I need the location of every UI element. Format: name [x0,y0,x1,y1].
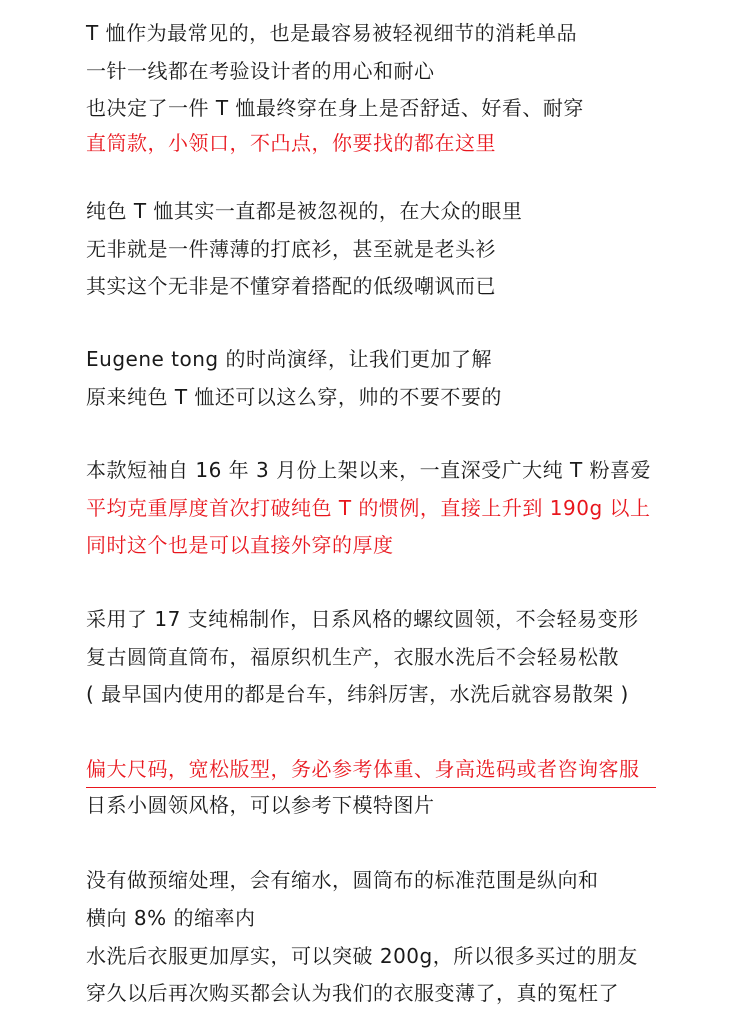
description-line: 没有做预缩处理，会有缩水，圆筒布的标准范围是纵向和 [86,868,599,892]
description-line: 一针一线都在考验设计者的用心和耐心 [86,59,435,83]
description-line: 无非就是一件薄薄的打底衫，甚至就是老头衫 [86,237,496,261]
description-line: 横向 8% 的缩率内 [86,906,256,930]
description-line: 复古圆筒直筒布，福原织机生产，衣服水洗后不会轻易松散 [86,645,619,669]
highlight-line: 同时这个也是可以直接外穿的厚度 [86,533,394,557]
highlight-line: 平均克重厚度首次打破纯色 T 的惯例，直接上升到 190g 以上 [86,496,651,520]
description-line: 也决定了一件 T 恤最终穿在身上是否舒适、好看、耐穿 [86,96,584,120]
highlight-line: 偏大尺码，宽松版型，务必参考体重、身高选码或者咨询客服 [86,757,640,781]
description-line: 纯色 T 恤其实一直都是被忽视的，在大众的眼里 [86,199,523,223]
description-line: 原来纯色 T 恤还可以这么穿，帅的不要不要的 [86,385,502,409]
description-line: ( 最早国内使用的都是台车，纬斜厉害，水洗后就容易散架 ) [86,682,629,706]
description-line: 采用了 17 支纯棉制作，日系风格的螺纹圆领，不会轻易变形 [86,607,639,631]
description-line: 本款短袖自 16 年 3 月份上架以来，一直深受广大纯 T 粉喜爱 [86,458,652,482]
description-line: 水洗后衣服更加厚实，可以突破 200g，所以很多买过的朋友 [86,944,638,968]
description-line: Eugene tong 的时尚演绎，让我们更加了解 [86,347,492,371]
description-line: T 恤作为最常见的，也是最容易被轻视细节的消耗单品 [86,21,578,45]
description-line: 穿久以后再次购买都会认为我们的衣服变薄了，真的冤枉了 [86,981,619,1005]
highlight-underline [86,787,656,788]
description-line: 其实这个无非是不懂穿着搭配的低级嘲讽而已 [86,274,496,298]
description-line: 日系小圆领风格，可以参考下模特图片 [86,793,435,817]
highlight-line: 直筒款，小领口，不凸点，你要找的都在这里 [86,131,496,155]
